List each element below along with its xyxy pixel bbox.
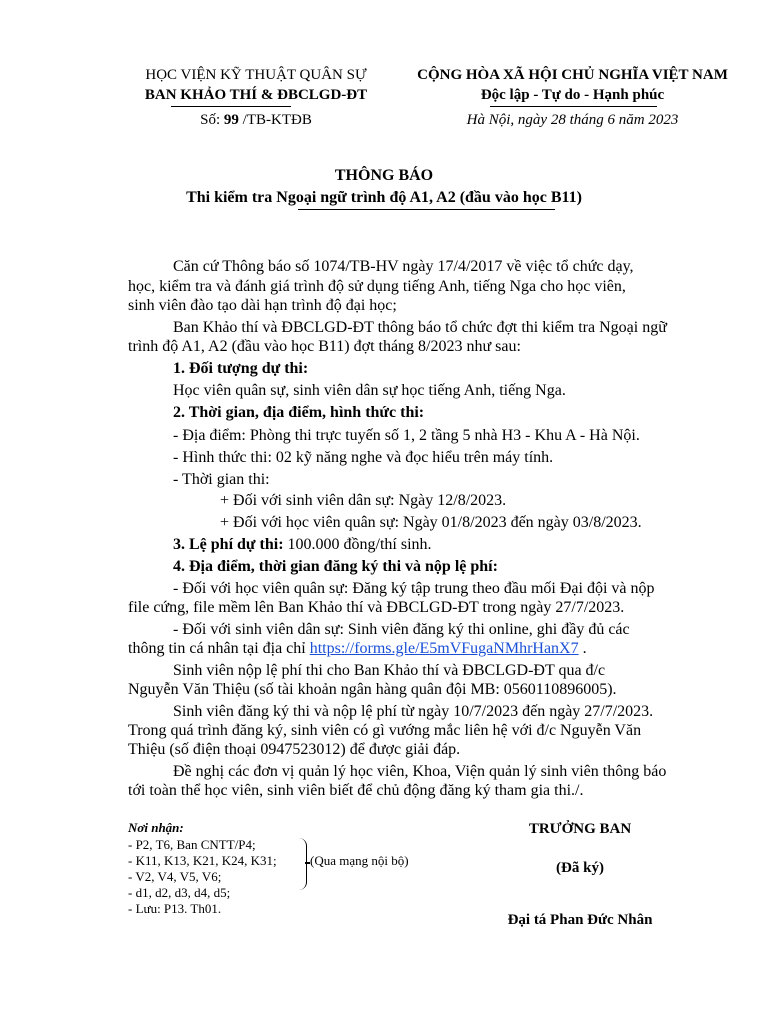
paragraph-basis-line1: Căn cứ Thông báo số 1074/TB-HV ngày 17/4/2017 về việc tổ chức dạy, bbox=[173, 258, 634, 275]
signed-mark: (Đã ký) bbox=[556, 860, 604, 876]
signer-name: Đại tá Phan Đức Nhân bbox=[507, 912, 653, 928]
section2-location: - Địa điểm: Phòng thi trực tuyến số 1, 2 tầng 5 nhà H3 - Khu A - Hà Nội. bbox=[173, 427, 640, 444]
request-paragraph-line2: tới toàn thể học viên, sinh viên biết để chủ động đăng ký tham gia thi./. bbox=[128, 782, 584, 799]
document-number-suffix: /TB-KTĐB bbox=[242, 112, 312, 128]
section4-civil-suffix: . bbox=[582, 640, 587, 657]
paragraph-basis-line2: học, kiểm tra và đánh giá trình độ sử dụng tiếng Anh, tiếng Nga cho học viên, bbox=[128, 278, 626, 295]
section4-heading: 4. Địa điểm, thời gian đăng ký thi và nộp lệ phí: bbox=[173, 558, 498, 575]
section1-heading: 1. Đối tượng dự thi: bbox=[173, 360, 309, 377]
section4-military-line1: - Đối với học viên quân sự: Đăng ký tập trung theo đầu mối Đại đội và nộp bbox=[173, 580, 655, 597]
recipients-label: Nơi nhận: bbox=[128, 820, 184, 835]
paragraph-intro-line1: Ban Khảo thí và ĐBCLGD-ĐT thông báo tổ chức đợt thi kiểm tra Ngoại ngữ bbox=[173, 319, 667, 336]
fee-paragraph-line1: Sinh viên nộp lệ phí thi cho Ban Khảo thí và ĐBCLGD-ĐT qua đ/c bbox=[173, 662, 606, 679]
title-underline bbox=[298, 209, 555, 210]
section2-format: - Hình thức thi: 02 kỹ năng nghe và đọc hiểu trên máy tính. bbox=[173, 449, 554, 466]
section4-military-line2: file cứng, file mềm lên Ban Khảo thí và ĐBCLGD-ĐT trong ngày 27/7/2023. bbox=[128, 599, 625, 616]
section2-time: - Thời gian thi: bbox=[173, 471, 270, 488]
section3-text: 100.000 đồng/thí sinh. bbox=[287, 536, 432, 553]
header-right-underline bbox=[490, 106, 657, 107]
issuing-org-line1: HỌC VIỆN KỸ THUẬT QUÂN SỰ bbox=[145, 67, 367, 83]
section2-time-civil: + Đối với sinh viên dân sự: Ngày 12/8/2023. bbox=[220, 492, 507, 509]
section3-line bbox=[173, 536, 432, 554]
section4-civil-line1: - Đối với sinh viên dân sự: Sinh viên đăng ký thi online, ghi đầy đủ các bbox=[173, 621, 630, 638]
place-date: Hà Nội, ngày 28 tháng 6 năm 2023 bbox=[466, 112, 679, 128]
recipient-item: - d1, d2, d3, d4, d5; bbox=[128, 885, 231, 900]
section4-civil-line2 bbox=[128, 640, 587, 658]
register-paragraph-line3: Thiệu (số điện thoại 0947523012) để được giải đáp. bbox=[128, 741, 461, 758]
section3-heading: 3. Lệ phí dự thi: bbox=[173, 536, 284, 553]
recipient-item: - K11, K13, K21, K24, K31; bbox=[128, 853, 277, 868]
fee-paragraph-line2: Nguyễn Văn Thiệu (số tài khoản ngân hàng quân đội MB: 0560110896005). bbox=[128, 681, 617, 698]
recipients-brace-note: (Qua mạng nội bộ) bbox=[310, 853, 409, 868]
recipients-brace bbox=[296, 838, 307, 890]
issuing-org-line2: BAN KHẢO THÍ & ĐBCLGD-ĐT bbox=[144, 87, 368, 103]
document-number bbox=[118, 112, 394, 129]
document-number-prefix: Số: bbox=[200, 112, 221, 128]
recipient-item: - V2, V4, V5, V6; bbox=[128, 869, 222, 884]
signer-position: TRƯỞNG BAN bbox=[528, 821, 632, 837]
paragraph-intro-line2: trình độ A1, A2 (đầu vào học B11) đợt tháng 8/2023 như sau: bbox=[128, 338, 521, 355]
national-motto: Độc lập - Tự do - Hạnh phúc bbox=[480, 87, 665, 103]
section2-heading: 2. Thời gian, địa điểm, hình thức thi: bbox=[173, 404, 425, 421]
register-paragraph-line2: Trong quá trình đăng ký, sinh viên có gì vướng mắc liên hệ với đ/c Nguyễn Văn bbox=[128, 722, 642, 739]
page-title: THÔNG BÁO bbox=[334, 167, 434, 184]
paragraph-basis-line3: sinh viên đào tạo dài hạn trình độ đại học; bbox=[128, 297, 397, 314]
recipient-item: - P2, T6, Ban CNTT/P4; bbox=[128, 837, 256, 852]
section4-civil-prefix: thông tin cá nhân tại địa chỉ bbox=[128, 640, 306, 657]
request-paragraph-line1: Đề nghị các đơn vị quản lý học viên, Khoa, Viện quản lý sinh viên thông báo bbox=[173, 763, 667, 780]
header-left-underline bbox=[171, 106, 291, 107]
registration-form-link[interactable]: https://forms.gle/E5mVFugaNMhrHanX7 bbox=[309, 640, 579, 657]
section2-time-military: + Đối với học viên quân sự: Ngày 01/8/2023 đến ngày 03/8/2023. bbox=[220, 514, 642, 531]
section1-text: Học viên quân sự, sinh viên dân sự học tiếng Anh, tiếng Nga. bbox=[173, 382, 566, 399]
country-name: CỘNG HÒA XÃ HỘI CHỦ NGHĨA VIỆT NAM bbox=[417, 67, 728, 83]
register-paragraph-line1: Sinh viên đăng ký thi và nộp lệ phí từ ngày 10/7/2023 đến ngày 27/7/2023. bbox=[173, 703, 654, 720]
recipient-item: - Lưu: P13. Th01. bbox=[128, 901, 222, 916]
document-number-value: 99 bbox=[223, 112, 239, 128]
page-subtitle: Thi kiểm tra Ngoại ngữ trình độ A1, A2 (đầu vào học B11) bbox=[186, 189, 582, 206]
